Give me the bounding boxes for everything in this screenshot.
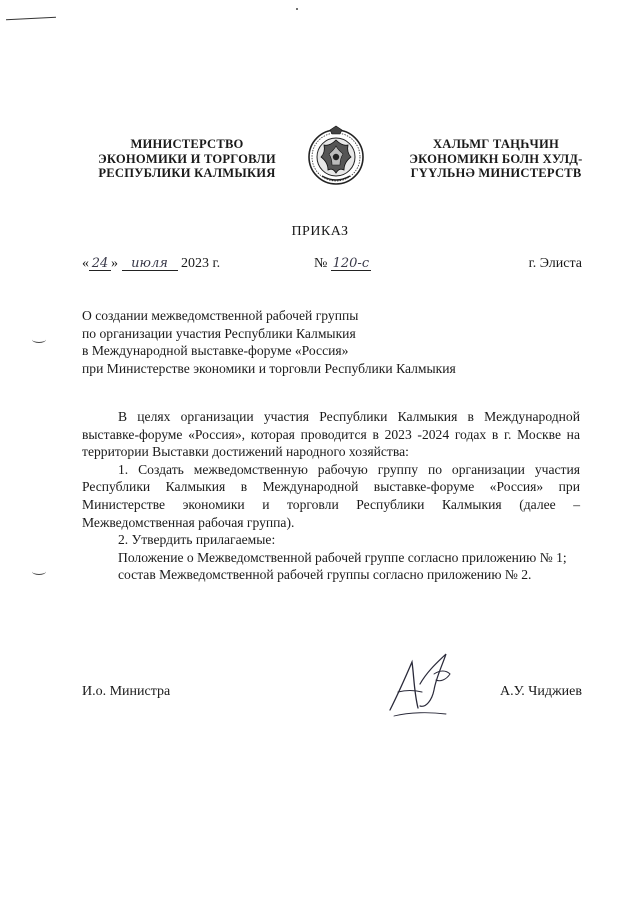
- header-line: ЭКОНОМИКИ И ТОРГОВЛИ: [98, 151, 276, 166]
- signatory-name: А.У. Чиджиев: [500, 684, 582, 699]
- body-paragraph: 2. Утвердить прилагаемые:: [118, 532, 276, 548]
- header-line: МИНИСТЕРСТВО: [130, 137, 244, 151]
- signature-block: [82, 684, 582, 708]
- date-open-quote: «: [82, 256, 89, 271]
- number-field: [331, 257, 371, 271]
- coat-of-arms-icon: [304, 124, 368, 188]
- handwritten-signature-icon: [384, 650, 464, 720]
- ministry-name-russian: [84, 137, 290, 181]
- header-line: РЕСПУБЛИКИ КАЛМЫКИЯ: [98, 166, 276, 180]
- order-body: [82, 408, 580, 584]
- date-day: 24: [91, 256, 109, 271]
- header-line: ГҮҮЛЬНӘ МИНИСТЕРСТВ: [410, 166, 582, 180]
- scan-artifact-dot: [296, 8, 298, 10]
- date-close-quote: »: [111, 256, 118, 271]
- subject-line: в Международной выставке-форуме «Россия»: [82, 343, 349, 358]
- document-date: [82, 256, 220, 272]
- margin-mark: [32, 336, 46, 343]
- date-month: июля: [131, 256, 168, 271]
- order-subject: [82, 307, 542, 377]
- document-type: ПРИКАЗ: [291, 224, 349, 239]
- date-number-line: [82, 256, 582, 276]
- body-paragraph: В целях организации участия Республики Калмыкия в Международной выставке-форуме «Россия», которая проводится в 2023 -2024 годах в г. Москве на территории Выставки достижений народного хозяйства:: [82, 409, 580, 460]
- scan-artifact-line: [6, 17, 56, 21]
- margin-mark: [32, 568, 46, 575]
- document-city: г. Элиста: [528, 256, 582, 271]
- date-day-field: [89, 257, 111, 271]
- subject-line: по организации участия Республики Калмыкия: [82, 325, 356, 341]
- date-month-field: [122, 257, 178, 271]
- body-paragraph: состав Межведомственной рабочей группы согласно приложению № 2.: [118, 567, 532, 583]
- body-paragraph: Положение о Межведомственной рабочей группе согласно приложению № 1;: [118, 549, 567, 565]
- ministry-name-kalmyk: [396, 137, 596, 181]
- subject-line: О создании межведомственной рабочей группы: [82, 308, 359, 323]
- header-line: ХАЛЬМГ ТАҢҺЧИН: [433, 137, 559, 151]
- date-year: 2023 г.: [181, 256, 221, 271]
- header-line: ЭКОНОМИКН БОЛН ХУЛД-: [409, 151, 583, 166]
- signatory-title: И.о. Министра: [82, 684, 171, 699]
- body-paragraph: 1. Создать межведомственную рабочую группу по организации участия Республики Калмыкия в Международной выставке-форуме «Россия» при Министерстве экономики и торговли Республики Калмыкия (далее – Межведомственная рабочая группа).: [82, 461, 580, 530]
- number-label: №: [314, 256, 328, 271]
- document-number: [314, 256, 371, 272]
- subject-line: при Министерстве экономики и торговли Республики Калмыкия: [82, 360, 456, 376]
- number-value: 120-с: [332, 256, 370, 271]
